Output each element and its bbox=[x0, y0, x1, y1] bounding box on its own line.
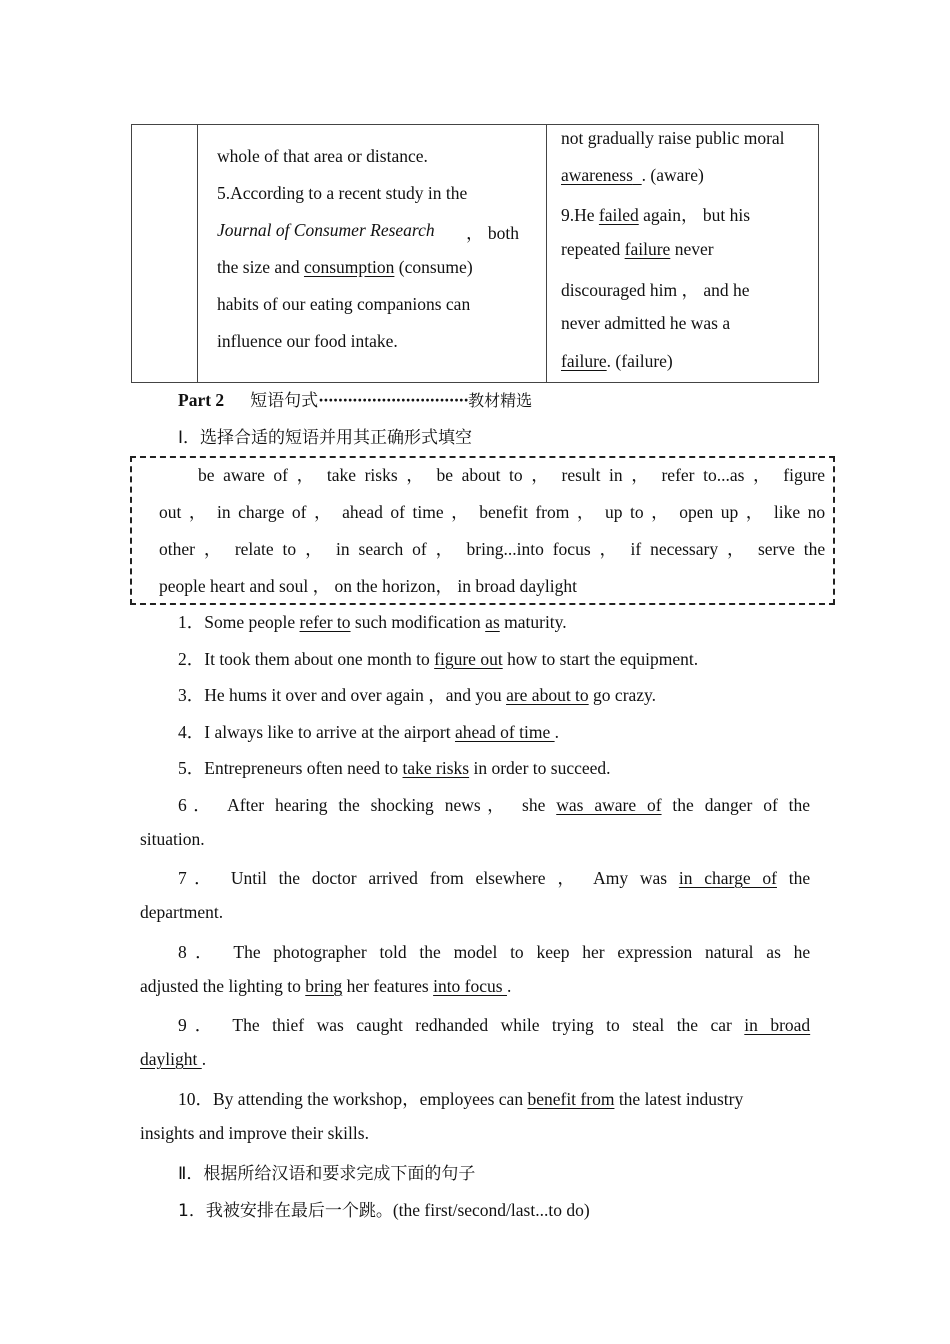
exercise-item-continued: insights and improve their skills. bbox=[140, 1123, 369, 1143]
part-title: 短语句式 bbox=[250, 391, 319, 411]
answer-blank: failure bbox=[561, 351, 607, 371]
table-right-line: 9.He failed again， but his bbox=[561, 205, 751, 225]
table-left-line: Journal of Consumer Research ， both bbox=[217, 220, 519, 243]
answer-blank: daylight bbox=[140, 1049, 202, 1069]
exercise-item-continued: situation. bbox=[140, 829, 205, 849]
exercise-item: 9． The thief was caught redhanded while trying to steal the car in broad bbox=[178, 1015, 811, 1035]
table-left-line: 5.According to a recent study in the bbox=[217, 183, 468, 203]
answer-blank: in charge of bbox=[678, 868, 777, 888]
answer-blank: are about to bbox=[506, 685, 589, 705]
answer-blank: failed bbox=[598, 205, 639, 225]
table-right-line: never admitted he was a bbox=[561, 313, 731, 333]
section-heading: Ⅱ．根据所给汉语和要求完成下面的句子 bbox=[178, 1164, 476, 1184]
table-divider bbox=[546, 125, 547, 382]
phrase-line: other ， relate to ， in search of ， bring...into focus ， if necessary ， serve the bbox=[159, 539, 826, 559]
exercise-item-continued: adjusted the lighting to bring her features into focus . bbox=[140, 976, 512, 996]
table-left-line: the size and consumption (consume) bbox=[217, 257, 473, 277]
table-left-line: habits of our eating companions can bbox=[217, 294, 471, 314]
answer-blank: awareness bbox=[561, 165, 633, 185]
exercise-item: 7． Until the doctor arrived from elsewhere ， Amy was in charge of the bbox=[178, 868, 811, 888]
phrase-line: be aware of ， take risks ， be about to ， result in ， refer to...as ， figure bbox=[198, 465, 826, 485]
exercise-item: 2．It took them about one month to figure out how to start the equipment. bbox=[178, 649, 699, 669]
journal-title: Journal of Consumer Research bbox=[217, 220, 435, 240]
dot-leader: ······························· bbox=[318, 390, 469, 410]
section-heading: Ⅰ．选择合适的短语并用其正确形式填空 bbox=[178, 428, 473, 448]
table-right-line: failure. (failure) bbox=[561, 351, 673, 371]
table-divider bbox=[197, 125, 198, 382]
answer-blank: take risks bbox=[402, 758, 470, 778]
answer-blank: into focus bbox=[433, 976, 507, 996]
phrase-line: people heart and soul ， on the horizon， in broad daylight bbox=[159, 576, 577, 596]
exercise-item: 1．我被安排在最后一个跳。(the first/second/last...to do) bbox=[178, 1200, 590, 1221]
answer-blank: failure bbox=[624, 239, 671, 259]
answer-blank: figure out bbox=[434, 649, 503, 669]
table-right-line: awareness . (aware) bbox=[561, 165, 704, 185]
exercise-item: 8． The photographer told the model to keep her expression natural as he bbox=[178, 942, 811, 962]
exercise-item-continued: daylight . bbox=[140, 1049, 207, 1069]
part-tag: 教材精选 bbox=[468, 391, 533, 410]
answer-blank: consumption bbox=[303, 257, 395, 277]
table-left-line: influence our food intake. bbox=[217, 331, 398, 351]
phrase-line: out ， in charge of ， ahead of time ， benefit from ， up to ， open up ， like no bbox=[159, 502, 826, 522]
table-right-line: not gradually raise public moral bbox=[561, 128, 785, 148]
exercise-item: 6． After hearing the shocking news， she was aware of the danger of the bbox=[178, 795, 811, 815]
answer-blank: benefit from bbox=[527, 1089, 615, 1109]
exercise-item-continued: department. bbox=[140, 902, 224, 922]
answer-blank: ahead of time bbox=[454, 722, 555, 742]
answer-blank: was aware of bbox=[556, 795, 662, 815]
exercise-item: 10．By attending the workshop，employees can benefit from the latest industry bbox=[178, 1089, 744, 1109]
table-right-line: discouraged him ， and he bbox=[561, 280, 750, 300]
answer-blank: bring bbox=[305, 976, 343, 996]
answer-blank: as bbox=[485, 612, 500, 632]
part-label: Part 2 bbox=[178, 390, 225, 410]
exercise-item: 1．Some people refer to such modification as maturity. bbox=[178, 612, 567, 632]
table-left-line: whole of that area or distance. bbox=[217, 146, 428, 166]
part-header bbox=[178, 386, 532, 411]
exercise-item: 3．He hums it over and over again ，and you are about to go crazy. bbox=[178, 685, 657, 705]
exercise-item: 4．I always like to arrive at the airport ahead of time . bbox=[178, 722, 559, 742]
answer-blank: refer to bbox=[299, 612, 351, 632]
table-right-line: repeated failure never bbox=[561, 239, 714, 259]
exercise-item: 5．Entrepreneurs often need to take risks in order to succeed. bbox=[178, 758, 611, 778]
answer-blank: in broad bbox=[744, 1015, 811, 1035]
